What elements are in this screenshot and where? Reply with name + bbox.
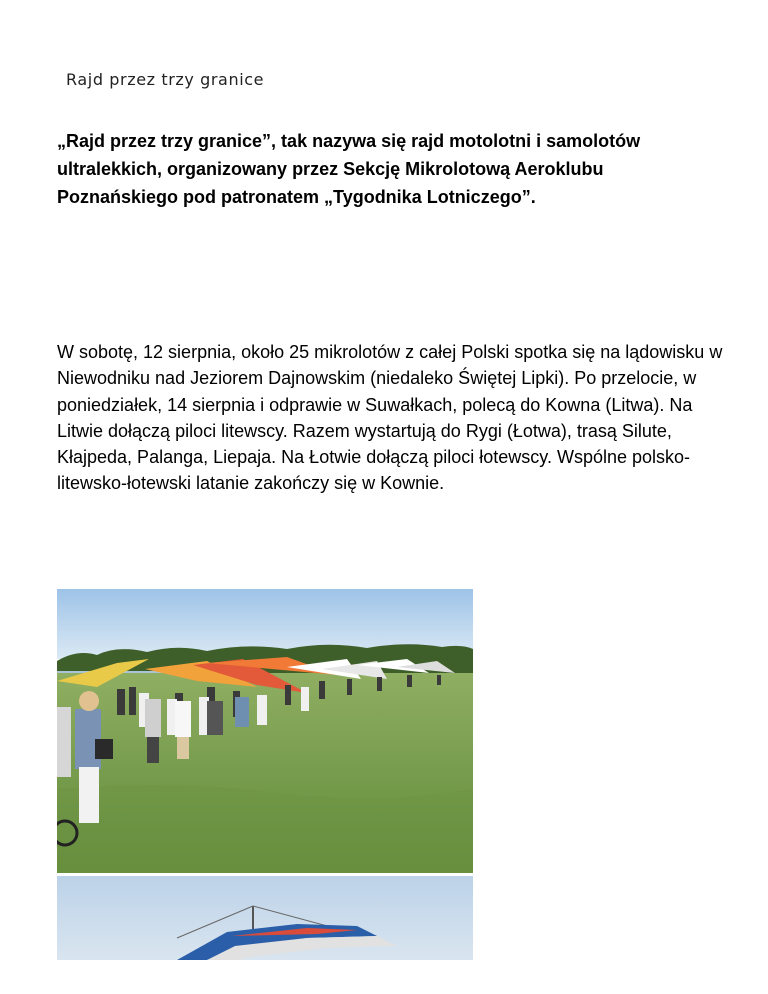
document-title: Rajd przez trzy granice bbox=[66, 70, 265, 89]
photo-hang-gliders-field bbox=[57, 589, 473, 873]
body-paragraph: W sobotę, 12 sierpnia, około 25 mikrolotów z całej Polski spotka się na lądowisku w Niewodniku nad Jeziorem Dajnowskim (niedaleko Świętej Lipki). Po przelocie, w poniedziałek, 14 sierpnia i odprawie w Suwałkach, polecą do Kowna (Litwa). Na Litwie dołączą piloci litewscy. Razem wystartują do Rygi (Łotwa), trasą Silute, Kłajpeda, Palanga, Liepaja. Na Łotwie dołączą piloci łotewscy. Wspólne polsko-litewsko-łotewski latanie zakończy się w Kownie. bbox=[57, 342, 723, 494]
photo-hang-glider-sky-image bbox=[57, 876, 473, 960]
intro-paragraph: „Rajd przez trzy granice”, tak nazywa się rajd motolotni i samolotów ultralekkich, organizowany przez Sekcję Mikrolotową Aeroklubu Poznańskiego pod patronatem „Tygodnika Lotniczego”. bbox=[57, 131, 641, 207]
photo-hang-glider-sky bbox=[57, 876, 473, 960]
photo-hang-gliders-field-image bbox=[57, 589, 473, 873]
